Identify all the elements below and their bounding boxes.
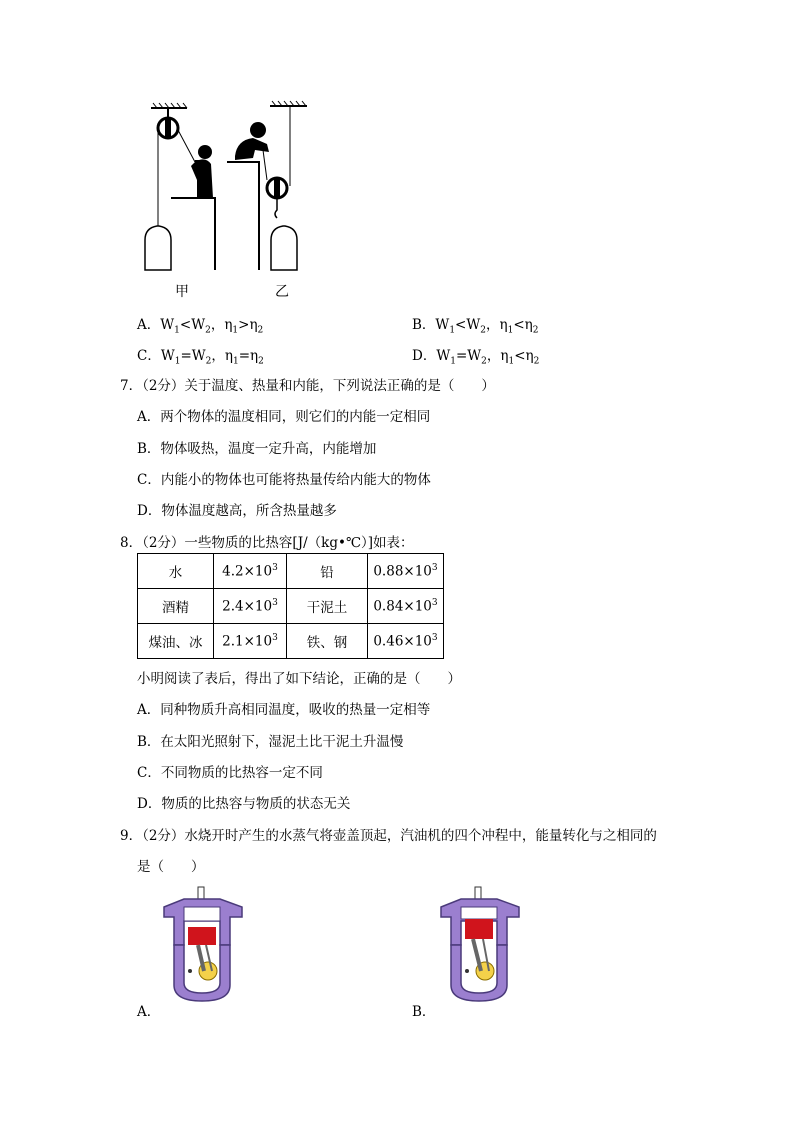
table-cell: 水	[138, 554, 214, 589]
table-cell: $2.4\times 10^3$	[214, 589, 287, 624]
q8-lead: 小明阅读了表后，得出了如下结论，正确的是（ ）	[137, 671, 461, 687]
table-cell: $4.2\times 10^3$	[214, 554, 287, 589]
table-cell: $0.84\times 10^3$	[368, 589, 444, 624]
q6-option-c[interactable]: C．$W_1=W_2$，$\eta_1=\eta_2$	[137, 348, 264, 367]
table-cell: $0.46\times 10^3$	[368, 624, 444, 659]
left-man	[191, 145, 213, 198]
q7-option-b[interactable]: B．物体吸热，温度一定升高，内能增加	[137, 441, 377, 457]
table-cell: 铁、钢	[287, 624, 368, 659]
pulley-figure	[135, 100, 315, 275]
q8-option-d[interactable]: D．物质的比热容与物质的状态无关	[137, 796, 351, 812]
specific-heat-table	[137, 553, 444, 659]
q7-option-a[interactable]: A．两个物体的温度相同，则它们的内能一定相同	[137, 409, 431, 425]
table-row	[138, 554, 444, 589]
figure-label-jia: 甲	[175, 284, 189, 300]
q6-option-a[interactable]: A．$W_1<W_2$，$\eta_1>\eta_2$	[137, 317, 264, 336]
q9-option-b-label[interactable]: B．	[412, 1004, 436, 1020]
q7-option-d[interactable]: D．物体温度越高，所含热量越多	[137, 503, 337, 519]
q7-stem: 7．（2分）关于温度、热量和内能，下列说法正确的是（ ）	[120, 378, 495, 394]
q9-stem-line1: 9．（2分）水烧开时产生的水蒸气将壶盖顶起，汽油机的四个冲程中，能量转化与之相同的	[120, 828, 657, 844]
engine-diagram-a[interactable]	[160, 885, 250, 1005]
table-row	[138, 589, 444, 624]
q9-option-a-label[interactable]: A．	[137, 1004, 161, 1020]
right-ceiling	[270, 101, 307, 106]
q8-stem: 8．（2分）一些物质的比热容[J/（kg•℃）]如表：	[120, 535, 414, 551]
figure-label-yi: 乙	[275, 284, 289, 300]
table-row	[138, 624, 444, 659]
q6-option-b[interactable]: B．$W_1<W_2$，$\eta_1<\eta_2$	[412, 317, 539, 336]
table-cell: $0.88\times 10^3$	[368, 554, 444, 589]
q9-stem-line2: 是（ ）	[137, 859, 205, 875]
q6-option-d[interactable]: D．$W_1=W_2$，$\eta_1<\eta_2$	[412, 348, 540, 367]
q7-option-c[interactable]: C．内能小的物体也可能将热量传给内能大的物体	[137, 472, 431, 488]
table-cell: 铅	[287, 554, 368, 589]
engine-diagram-b[interactable]	[437, 885, 527, 1005]
left-weight	[145, 226, 171, 270]
q8-option-b[interactable]: B．在太阳光照射下，湿泥土比干泥土升温慢	[137, 734, 404, 750]
right-weight	[271, 226, 297, 270]
table-cell: $2.1\times 10^3$	[214, 624, 287, 659]
table-cell: 煤油、冰	[138, 624, 214, 659]
q8-option-a[interactable]: A．同种物质升高相同温度，吸收的热量一定相等	[137, 702, 431, 718]
table-cell: 酒精	[138, 589, 214, 624]
q8-option-c[interactable]: C．不同物质的比热容一定不同	[137, 765, 323, 781]
left-ceiling	[151, 103, 187, 108]
table-cell: 干泥土	[287, 589, 368, 624]
